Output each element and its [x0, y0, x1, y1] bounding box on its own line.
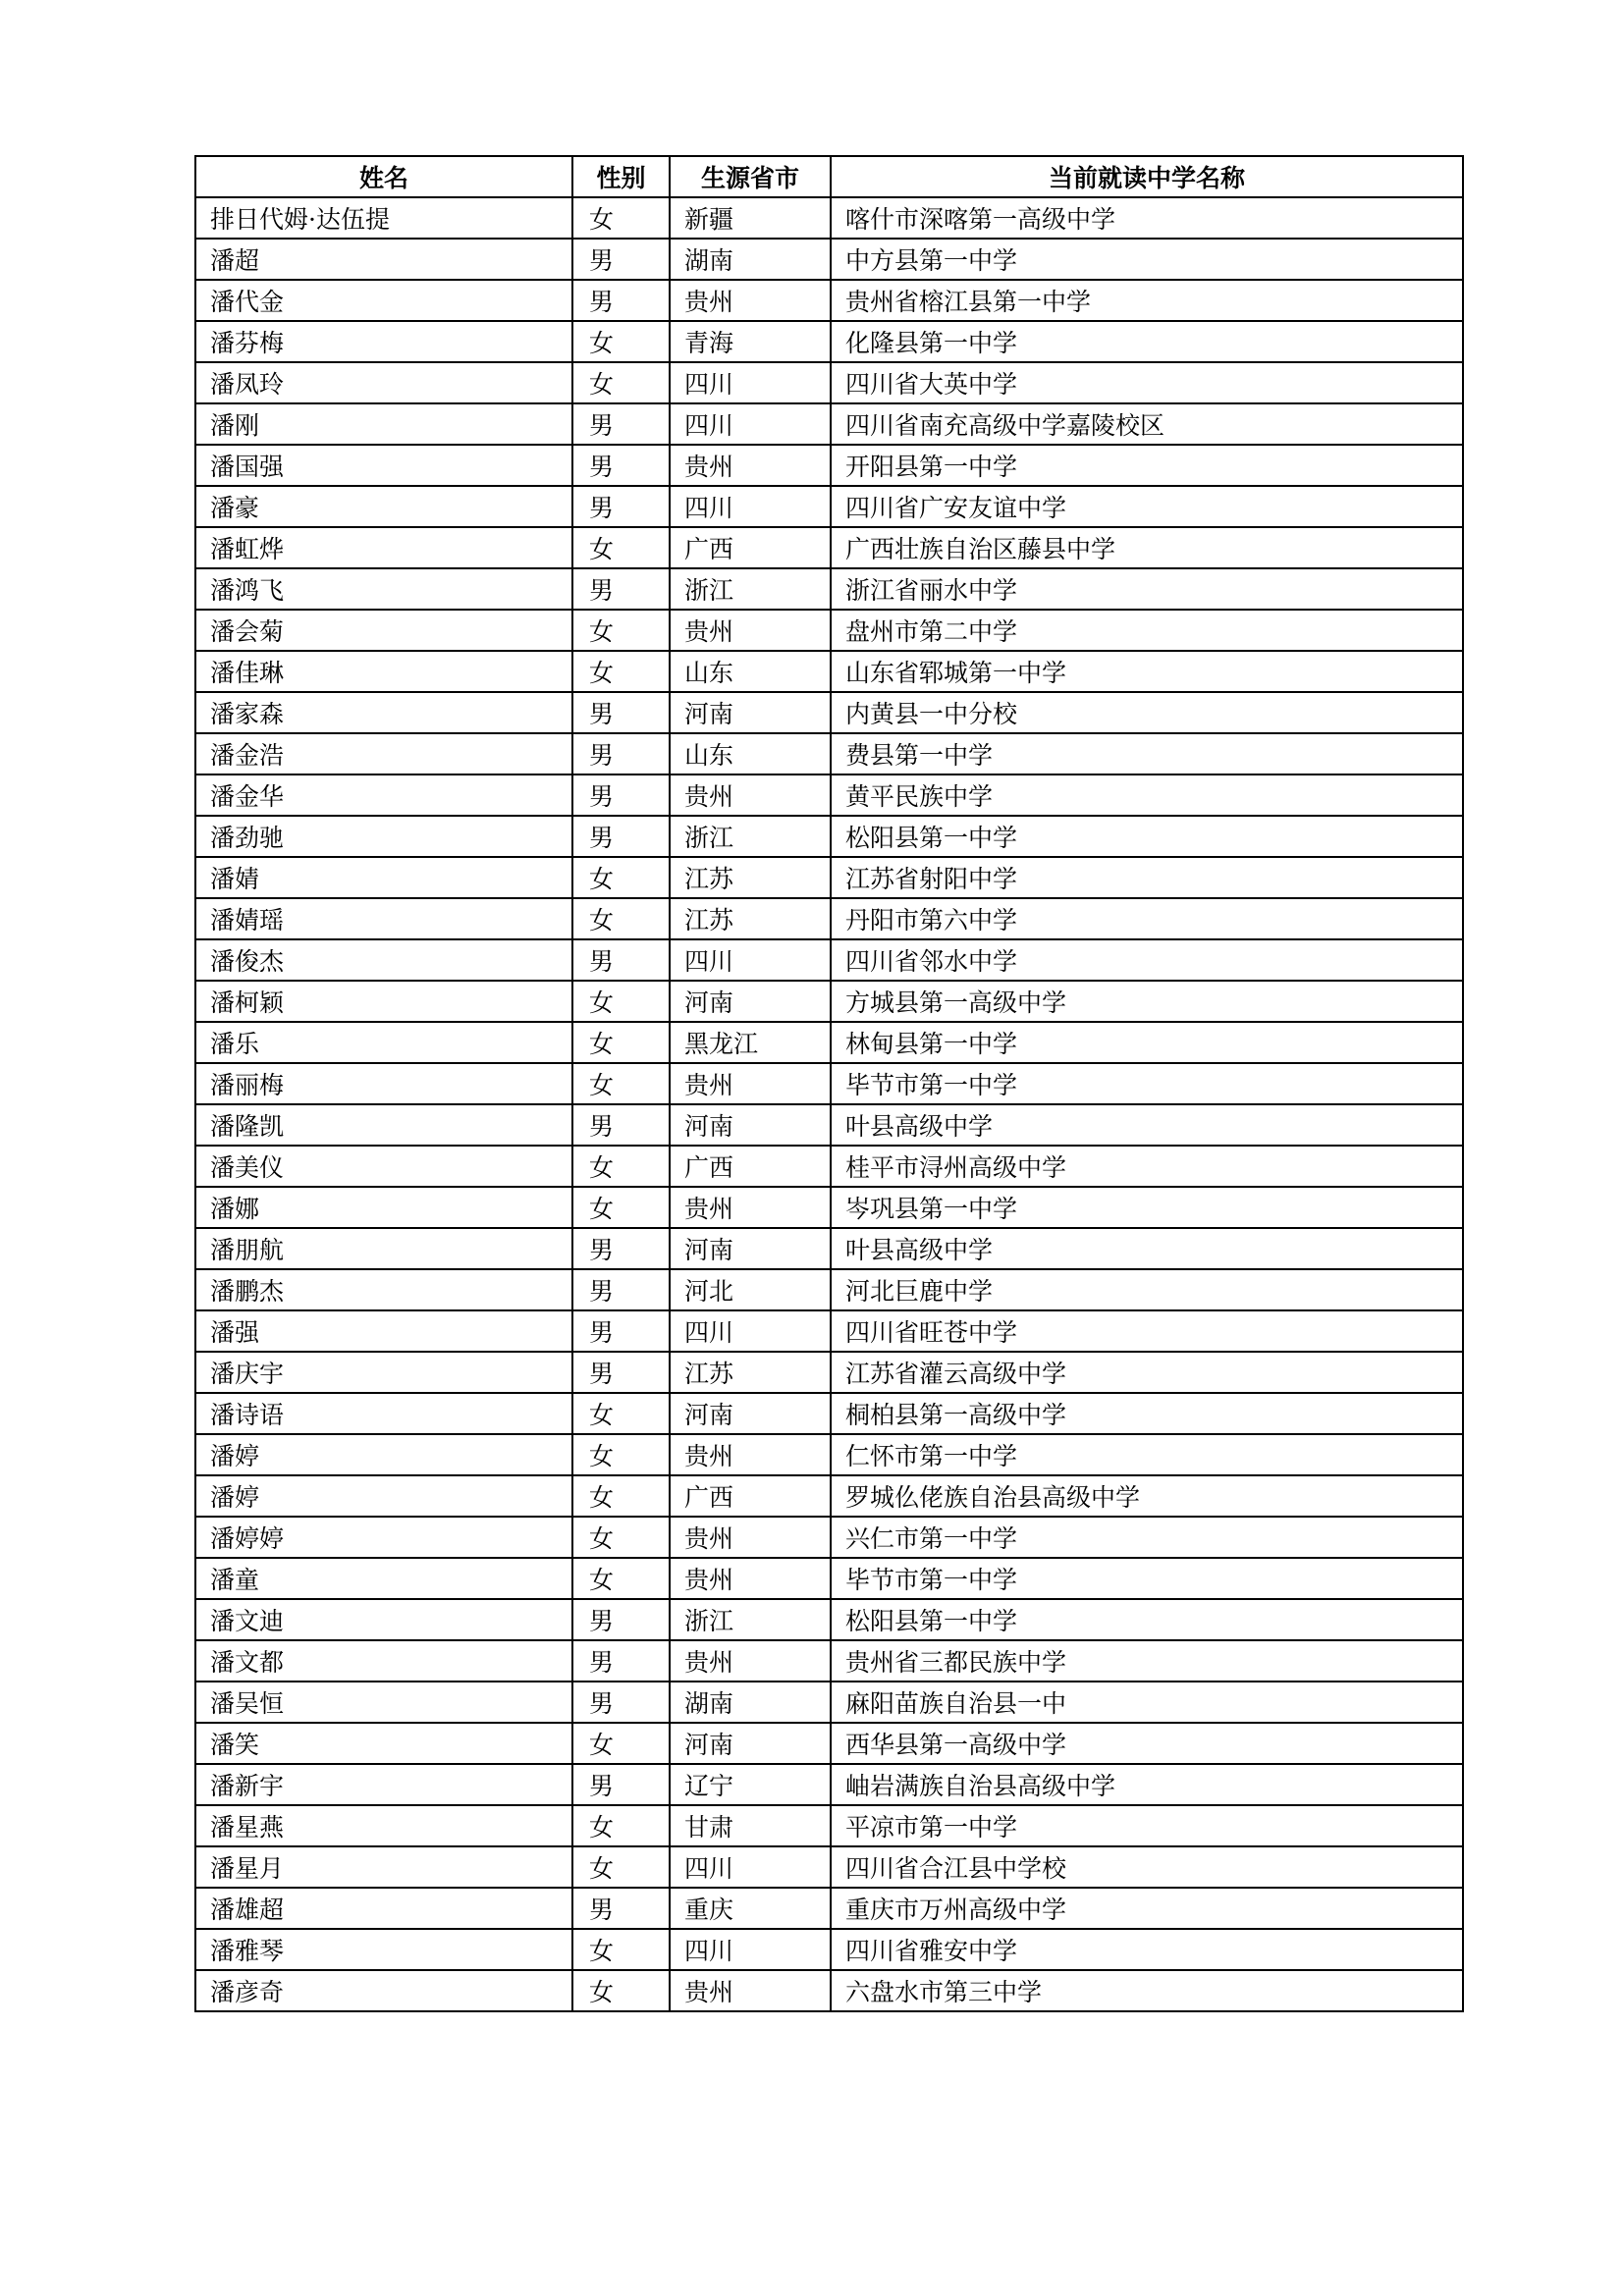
table-row: [195, 1393, 1463, 1434]
name-cell: 潘朋航: [195, 1228, 572, 1269]
province-cell: 贵州: [670, 1517, 831, 1558]
province-cell: 贵州: [670, 1187, 831, 1228]
school-cell: 叶县高级中学: [831, 1104, 1463, 1146]
province-cell: 江苏: [670, 857, 831, 898]
gender-cell: 男: [572, 445, 670, 486]
school-cell: 浙江省丽水中学: [831, 568, 1463, 610]
table-row: [195, 692, 1463, 733]
gender-cell: 女: [572, 651, 670, 692]
province-cell: 辽宁: [670, 1764, 831, 1805]
province-cell: 河南: [670, 1723, 831, 1764]
student-table: [194, 155, 1464, 2012]
name-cell: 潘代金: [195, 280, 572, 321]
province-cell: 贵州: [670, 1434, 831, 1475]
school-cell: 重庆市万州高级中学: [831, 1888, 1463, 1929]
school-cell: 岑巩县第一中学: [831, 1187, 1463, 1228]
name-cell: 潘娜: [195, 1187, 572, 1228]
name-cell: 潘劲驰: [195, 816, 572, 857]
gender-cell: 女: [572, 1805, 670, 1846]
table-row: [195, 857, 1463, 898]
school-cell: 岫岩满族自治县高级中学: [831, 1764, 1463, 1805]
table-row: [195, 1764, 1463, 1805]
table-row: [195, 939, 1463, 981]
school-cell: 四川省旺苍中学: [831, 1310, 1463, 1352]
name-cell: 潘诗语: [195, 1393, 572, 1434]
gender-cell: 女: [572, 1723, 670, 1764]
name-cell: 潘隆凯: [195, 1104, 572, 1146]
gender-cell: 男: [572, 1764, 670, 1805]
name-cell: 潘丽梅: [195, 1063, 572, 1104]
name-cell: 潘凤玲: [195, 362, 572, 403]
table-row: [195, 981, 1463, 1022]
gender-cell: 男: [572, 1682, 670, 1723]
name-cell: 潘笑: [195, 1723, 572, 1764]
gender-cell: 男: [572, 1269, 670, 1310]
table-row: [195, 610, 1463, 651]
gender-cell: 男: [572, 1352, 670, 1393]
table-row: [195, 1146, 1463, 1187]
province-cell: 广西: [670, 1146, 831, 1187]
province-cell: 贵州: [670, 610, 831, 651]
gender-cell: 男: [572, 568, 670, 610]
school-cell: 林甸县第一中学: [831, 1022, 1463, 1063]
name-cell: 潘家森: [195, 692, 572, 733]
province-cell: 甘肃: [670, 1805, 831, 1846]
gender-cell: 女: [572, 1846, 670, 1888]
name-cell: 潘超: [195, 239, 572, 280]
name-cell: 潘芬梅: [195, 321, 572, 362]
school-cell: 费县第一中学: [831, 733, 1463, 774]
name-cell: 潘强: [195, 1310, 572, 1352]
gender-cell: 女: [572, 1558, 670, 1599]
school-cell: 黄平民族中学: [831, 774, 1463, 816]
school-cell: 贵州省榕江县第一中学: [831, 280, 1463, 321]
name-cell: 潘雅琴: [195, 1929, 572, 1970]
school-cell: 四川省大英中学: [831, 362, 1463, 403]
province-cell: 贵州: [670, 1063, 831, 1104]
name-cell: 潘俊杰: [195, 939, 572, 981]
name-cell: 潘庆宇: [195, 1352, 572, 1393]
table-row: [195, 568, 1463, 610]
name-cell: 潘鹏杰: [195, 1269, 572, 1310]
province-cell: 贵州: [670, 445, 831, 486]
name-cell: 潘文迪: [195, 1599, 572, 1640]
name-cell: 潘新宇: [195, 1764, 572, 1805]
table-row: [195, 445, 1463, 486]
school-cell: 西华县第一高级中学: [831, 1723, 1463, 1764]
table-row: [195, 1352, 1463, 1393]
name-cell: 潘文都: [195, 1640, 572, 1682]
school-cell: 仁怀市第一中学: [831, 1434, 1463, 1475]
province-cell: 浙江: [670, 568, 831, 610]
table-row: [195, 362, 1463, 403]
province-cell: 河南: [670, 1393, 831, 1434]
school-cell: 平凉市第一中学: [831, 1805, 1463, 1846]
gender-cell: 男: [572, 733, 670, 774]
header-gender: 性别: [572, 156, 670, 197]
school-cell: 广西壮族自治区藤县中学: [831, 527, 1463, 568]
school-cell: 开阳县第一中学: [831, 445, 1463, 486]
province-cell: 湖南: [670, 239, 831, 280]
table-row: [195, 1558, 1463, 1599]
gender-cell: 女: [572, 1187, 670, 1228]
name-cell: 潘彦奇: [195, 1970, 572, 2011]
gender-cell: 女: [572, 1970, 670, 2011]
name-cell: 排日代姆·达伍提: [195, 197, 572, 239]
table-row: [195, 1063, 1463, 1104]
gender-cell: 女: [572, 898, 670, 939]
province-cell: 四川: [670, 1846, 831, 1888]
table-row: [195, 774, 1463, 816]
table-row: [195, 1805, 1463, 1846]
province-cell: 河南: [670, 1104, 831, 1146]
table-row: [195, 1599, 1463, 1640]
name-cell: 潘星燕: [195, 1805, 572, 1846]
school-cell: 方城县第一高级中学: [831, 981, 1463, 1022]
gender-cell: 女: [572, 1517, 670, 1558]
gender-cell: 男: [572, 280, 670, 321]
table-row: [195, 733, 1463, 774]
table-row: [195, 527, 1463, 568]
province-cell: 重庆: [670, 1888, 831, 1929]
school-cell: 江苏省射阳中学: [831, 857, 1463, 898]
name-cell: 潘星月: [195, 1846, 572, 1888]
gender-cell: 男: [572, 403, 670, 445]
name-cell: 潘虹烨: [195, 527, 572, 568]
gender-cell: 女: [572, 981, 670, 1022]
province-cell: 四川: [670, 486, 831, 527]
province-cell: 贵州: [670, 1640, 831, 1682]
name-cell: 潘会菊: [195, 610, 572, 651]
province-cell: 河南: [670, 981, 831, 1022]
school-cell: 贵州省三都民族中学: [831, 1640, 1463, 1682]
table-row: [195, 898, 1463, 939]
school-cell: 中方县第一中学: [831, 239, 1463, 280]
province-cell: 河南: [670, 692, 831, 733]
header-province: 生源省市: [670, 156, 831, 197]
name-cell: 潘婷: [195, 1475, 572, 1517]
table-row: [195, 1846, 1463, 1888]
gender-cell: 男: [572, 1228, 670, 1269]
province-cell: 青海: [670, 321, 831, 362]
province-cell: 广西: [670, 1475, 831, 1517]
province-cell: 江苏: [670, 1352, 831, 1393]
school-cell: 盘州市第二中学: [831, 610, 1463, 651]
gender-cell: 女: [572, 362, 670, 403]
table-row: [195, 1475, 1463, 1517]
school-cell: 河北巨鹿中学: [831, 1269, 1463, 1310]
gender-cell: 女: [572, 1434, 670, 1475]
name-cell: 潘豪: [195, 486, 572, 527]
table-row: [195, 1269, 1463, 1310]
province-cell: 河北: [670, 1269, 831, 1310]
gender-cell: 男: [572, 816, 670, 857]
table-row: [195, 1310, 1463, 1352]
header-school: 当前就读中学名称: [831, 156, 1463, 197]
name-cell: 潘婷婷: [195, 1517, 572, 1558]
gender-cell: 男: [572, 239, 670, 280]
gender-cell: 男: [572, 486, 670, 527]
province-cell: 四川: [670, 362, 831, 403]
province-cell: 山东: [670, 651, 831, 692]
school-cell: 松阳县第一中学: [831, 1599, 1463, 1640]
name-cell: 潘美仪: [195, 1146, 572, 1187]
table-row: [195, 1970, 1463, 2011]
gender-cell: 女: [572, 1929, 670, 1970]
name-cell: 潘童: [195, 1558, 572, 1599]
gender-cell: 男: [572, 1310, 670, 1352]
school-cell: 麻阳苗族自治县一中: [831, 1682, 1463, 1723]
school-cell: 四川省邻水中学: [831, 939, 1463, 981]
province-cell: 河南: [670, 1228, 831, 1269]
table-row: [195, 403, 1463, 445]
table-row: [195, 1640, 1463, 1682]
school-cell: 松阳县第一中学: [831, 816, 1463, 857]
table-row: [195, 486, 1463, 527]
table-row: [195, 816, 1463, 857]
province-cell: 黑龙江: [670, 1022, 831, 1063]
header-row: [195, 156, 1463, 197]
school-cell: 桂平市浔州高级中学: [831, 1146, 1463, 1187]
school-cell: 四川省广安友谊中学: [831, 486, 1463, 527]
school-cell: 江苏省灌云高级中学: [831, 1352, 1463, 1393]
gender-cell: 女: [572, 197, 670, 239]
name-cell: 潘吴恒: [195, 1682, 572, 1723]
table-row: [195, 1682, 1463, 1723]
name-cell: 潘佳琳: [195, 651, 572, 692]
gender-cell: 男: [572, 774, 670, 816]
name-cell: 潘雄超: [195, 1888, 572, 1929]
school-cell: 四川省合江县中学校: [831, 1846, 1463, 1888]
table-row: [195, 1104, 1463, 1146]
table-row: [195, 197, 1463, 239]
school-cell: 化隆县第一中学: [831, 321, 1463, 362]
gender-cell: 男: [572, 939, 670, 981]
name-cell: 潘鸿飞: [195, 568, 572, 610]
school-cell: 罗城仫佬族自治县高级中学: [831, 1475, 1463, 1517]
school-cell: 内黄县一中分校: [831, 692, 1463, 733]
gender-cell: 女: [572, 1022, 670, 1063]
province-cell: 贵州: [670, 774, 831, 816]
gender-cell: 女: [572, 321, 670, 362]
name-cell: 潘乐: [195, 1022, 572, 1063]
gender-cell: 女: [572, 527, 670, 568]
table-row: [195, 1187, 1463, 1228]
gender-cell: 男: [572, 1640, 670, 1682]
name-cell: 潘金华: [195, 774, 572, 816]
table-row: [195, 1228, 1463, 1269]
gender-cell: 男: [572, 1104, 670, 1146]
province-cell: 浙江: [670, 1599, 831, 1640]
gender-cell: 女: [572, 1063, 670, 1104]
gender-cell: 女: [572, 857, 670, 898]
table-row: [195, 1929, 1463, 1970]
school-cell: 桐柏县第一高级中学: [831, 1393, 1463, 1434]
province-cell: 广西: [670, 527, 831, 568]
province-cell: 四川: [670, 403, 831, 445]
school-cell: 六盘水市第三中学: [831, 1970, 1463, 2011]
table-row: [195, 321, 1463, 362]
name-cell: 潘柯颖: [195, 981, 572, 1022]
school-cell: 毕节市第一中学: [831, 1063, 1463, 1104]
header-name: 姓名: [195, 156, 572, 197]
name-cell: 潘刚: [195, 403, 572, 445]
school-cell: 丹阳市第六中学: [831, 898, 1463, 939]
province-cell: 湖南: [670, 1682, 831, 1723]
school-cell: 四川省雅安中学: [831, 1929, 1463, 1970]
school-cell: 毕节市第一中学: [831, 1558, 1463, 1599]
province-cell: 贵州: [670, 1558, 831, 1599]
table-row: [195, 1888, 1463, 1929]
table-row: [195, 280, 1463, 321]
province-cell: 江苏: [670, 898, 831, 939]
gender-cell: 女: [572, 610, 670, 651]
gender-cell: 女: [572, 1146, 670, 1187]
province-cell: 四川: [670, 939, 831, 981]
gender-cell: 男: [572, 1599, 670, 1640]
gender-cell: 女: [572, 1393, 670, 1434]
name-cell: 潘国强: [195, 445, 572, 486]
name-cell: 潘金浩: [195, 733, 572, 774]
province-cell: 山东: [670, 733, 831, 774]
school-cell: 叶县高级中学: [831, 1228, 1463, 1269]
province-cell: 四川: [670, 1310, 831, 1352]
province-cell: 贵州: [670, 280, 831, 321]
table-row: [195, 239, 1463, 280]
name-cell: 潘婧: [195, 857, 572, 898]
table-row: [195, 1517, 1463, 1558]
province-cell: 四川: [670, 1929, 831, 1970]
name-cell: 潘婷: [195, 1434, 572, 1475]
school-cell: 喀什市深喀第一高级中学: [831, 197, 1463, 239]
table-row: [195, 1723, 1463, 1764]
province-cell: 贵州: [670, 1970, 831, 2011]
school-cell: 四川省南充高级中学嘉陵校区: [831, 403, 1463, 445]
gender-cell: 男: [572, 1888, 670, 1929]
province-cell: 新疆: [670, 197, 831, 239]
school-cell: 兴仁市第一中学: [831, 1517, 1463, 1558]
gender-cell: 女: [572, 1475, 670, 1517]
gender-cell: 男: [572, 692, 670, 733]
school-cell: 山东省郓城第一中学: [831, 651, 1463, 692]
name-cell: 潘婧瑶: [195, 898, 572, 939]
table-row: [195, 1022, 1463, 1063]
table-row: [195, 1434, 1463, 1475]
table-row: [195, 651, 1463, 692]
province-cell: 浙江: [670, 816, 831, 857]
